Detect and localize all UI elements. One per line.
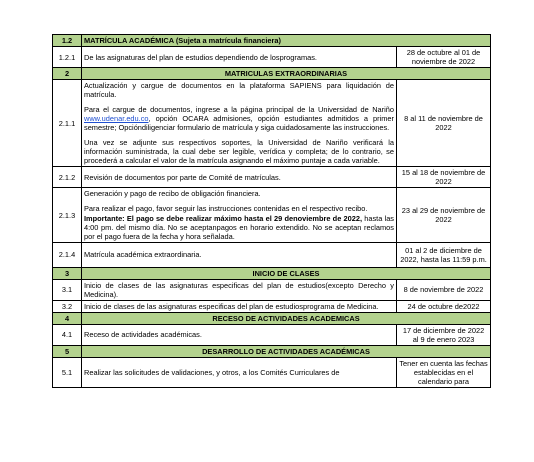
paragraph: Actualización y cargue de documentos en la plataforma SAPIENS para liquidación de matrícula. xyxy=(84,81,394,100)
row-description xyxy=(82,80,397,167)
row-number: 5.1 xyxy=(53,357,82,387)
table-row-3-2 xyxy=(53,300,491,312)
row-number: 3.1 xyxy=(53,279,82,300)
row-date: 24 de octubre de2022 xyxy=(397,300,491,312)
table-row-2-1-2 xyxy=(53,167,491,188)
row-description: Realizar las solicitudes de validaciones, y otros, a los Comités Curriculares de xyxy=(82,357,397,387)
section-number: 2 xyxy=(53,68,82,80)
paragraph: Para el cargue de documentos, ingrese a la página principal de la Universidad de Nariño www.udenar.edu.co, opción OCARA admisiones, opción estudiantes admitidos a primer semestre; Opcióndiligenciar formulario de matrícula y siga cuidadosamente las instrucciones. xyxy=(84,105,394,133)
row-description: Receso de actividades académicas. xyxy=(82,324,397,345)
row-number: 4.1 xyxy=(53,324,82,345)
table-row-3-1 xyxy=(53,279,491,300)
section-title: INICIO DE CLASES xyxy=(82,267,491,279)
row-date: 17 de diciembre de 2022 al 9 de enero 2023 xyxy=(397,324,491,345)
table-row-2-1-4 xyxy=(53,242,491,267)
table-row-2-1-1 xyxy=(53,80,491,167)
row-description: Revisión de documentos por parte de Comité de matrículas. xyxy=(82,167,397,188)
section-number: 1.2 xyxy=(53,35,82,47)
row-date: 8 de noviembre de 2022 xyxy=(397,279,491,300)
section-row-3 xyxy=(53,267,491,279)
section-number: 3 xyxy=(53,267,82,279)
row-description: Matrícula académica extraordinaria. xyxy=(82,242,397,267)
row-date: Tener en cuenta las fechas establecidas en el calendario para xyxy=(397,357,491,387)
section-number: 4 xyxy=(53,312,82,324)
section-title: MATRÍCULA ACADÉMICA (Sujeta a matrícula financiera) xyxy=(82,35,491,47)
row-date: 01 al 2 de diciembre de 2022, hasta las 11:59 p.m. xyxy=(397,242,491,267)
udenar-link[interactable]: www.udenar.edu.co xyxy=(84,114,149,124)
section-row-4 xyxy=(53,312,491,324)
paragraph: Generación y pago de recibo de obligación financiera. xyxy=(84,189,261,199)
section-title: DESARROLLO DE ACTIVIDADES ACADÉMICAS xyxy=(82,345,491,357)
row-number: 3.2 xyxy=(53,300,82,312)
paragraph: Importante: El pago se debe realizar máximo hasta el 29 denoviembre de 2022, hasta las 4:00 pm. del mismo día. No se aceptanpagos en horario extendido. No se aceptan reclamos por el pago fuera de la fecha y hora señalada. xyxy=(84,213,394,241)
table-row-5-1 xyxy=(53,357,491,387)
paragraph: Una vez se adjunte sus respectivos soportes, la Universidad de Nariño verificará la información suministrada, la cual debe ser legible, verídica y completa; de lo contrario, se procederá a calcular el valor de la matrícula asignando el máximo puntaje a cada variable. xyxy=(84,138,394,166)
row-date: 15 al 18 de noviembre de 2022 xyxy=(397,167,491,188)
section-title: RECESO DE ACTIVIDADES ACADEMICAS xyxy=(82,312,491,324)
row-description: Inicio de clases de las asignaturas especificas del plan de estudios(excepto Derecho y Medicina). xyxy=(82,279,397,300)
table-row-1-2-1 xyxy=(53,47,491,68)
section-number: 5 xyxy=(53,345,82,357)
row-number: 2.1.1 xyxy=(53,80,82,167)
row-description xyxy=(82,188,397,242)
row-date: 8 al 11 de noviembre de 2022 xyxy=(397,80,491,167)
row-date: 28 de octubre al 01 de noviembre de 2022 xyxy=(397,47,491,68)
row-number: 2.1.4 xyxy=(53,242,82,267)
row-description: Inicio de clases de las asignaturas especificas del plan de estudiosprograma de Medicina. xyxy=(82,300,397,312)
table-row-4-1 xyxy=(53,324,491,345)
row-number: 2.1.2 xyxy=(53,167,82,188)
row-number: 2.1.3 xyxy=(53,188,82,242)
section-title: MATRICULAS EXTRAORDINARIAS xyxy=(82,68,491,80)
row-number: 1.2.1 xyxy=(53,47,82,68)
paragraph: Para realizar el pago, favor seguir las instrucciones contenidas en el respectivo recibo. xyxy=(84,204,368,214)
row-description: De las asignaturas del plan de estudios dependiendo de losprogramas. xyxy=(82,47,397,68)
section-row-1-2 xyxy=(53,35,491,47)
section-row-5 xyxy=(53,345,491,357)
section-row-2 xyxy=(53,68,491,80)
important-notice: Importante: El pago se debe realizar máximo hasta el 29 denoviembre de 2022, xyxy=(84,213,363,223)
row-date: 23 al 29 de noviembre de 2022 xyxy=(397,188,491,242)
table-row-2-1-3 xyxy=(53,188,491,242)
academic-calendar-table xyxy=(52,34,491,388)
